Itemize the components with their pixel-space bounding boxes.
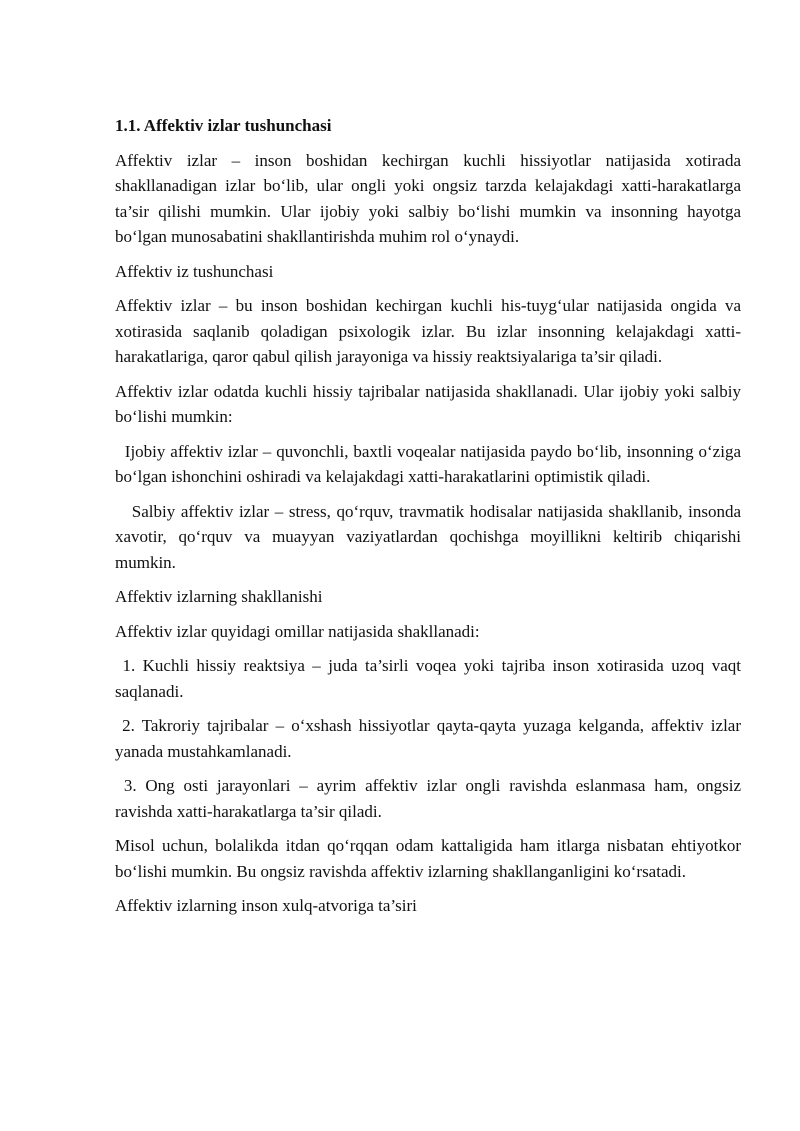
paragraph-example: Misol uchun, bolalikda itdan qo‘rqqan odam kattaligida ham itlarga nisbatan ehtiyotkor bo‘lishi mumkin. Bu ongsiz ravishda affektiv izlarning shakllanganligini ko‘rsatadi.	[115, 836, 741, 881]
document-body	[115, 113, 746, 928]
list-item-2: 2. Takroriy tajribalar – o‘xshash hissiyotlar qayta-qayta yuzaga kelganda, affektiv izlar yanada mustahkamlanadi.	[115, 716, 746, 761]
section-heading: 1.1. Affektiv izlar tushunchasi	[115, 116, 332, 135]
paragraph-definition: Affektiv izlar – inson boshidan kechirgan kuchli hissiyotlar natijasida xotirada shakllanadigan izlar bo‘lib, ular ongli yoki ongsiz tarzda kelajakdagi xatti-harakatlarga ta’sir qilishi mumkin. Ular ijobiy yoki salbiy bo‘lishi mumkin va insonning hayotga bo‘lgan munosabatini shakllantirishda muhim rol o‘ynaydi.	[115, 150, 741, 246]
paragraph-types-intro: Affektiv izlar odatda kuchli hissiy tajribalar natijasida shakllanadi. Ular ijobiy yoki salbiy bo‘lishi mumkin:	[115, 381, 741, 426]
paragraph-positive-traces: Ijobiy affektiv izlar – quvonchli, baxtli voqealar natijasida paydo bo‘lib, insonning o‘ziga bo‘lgan ishonchini oshiradi va kelajakdagi xatti-harakatlarini optimistik qiladi.	[115, 441, 746, 486]
subheading-formation: Affektiv izlarning shakllanishi	[115, 587, 323, 606]
paragraph-negative-traces: Salbiy affektiv izlar – stress, qo‘rquv, travmatik hodisalar natijasida shakllanib, insonda xavotir, qo‘rquv va muayyan vaziyatlardan qochishga moyillikni keltirib chiqarishi mumkin.	[115, 501, 746, 572]
subheading-influence: Affektiv izlarning inson xulq-atvoriga ta’siri	[115, 896, 417, 915]
subheading-concept: Affektiv iz tushunchasi	[115, 261, 274, 281]
list-item-1: 1. Kuchli hissiy reaktsiya – juda ta’sirli voqea yoki tajriba inson xotirasida uzoq vaqt saqlanadi.	[115, 656, 746, 701]
paragraph-concept: Affektiv izlar – bu inson boshidan kechirgan kuchli his-tuyg‘ular natijasida ongida va xotirasida saqlanib qoladigan psixologik izlar. Bu izlar insonning kelajakdagi xatti-harakatlariga, qaror qabul qilish jarayoniga va hissiy reaktsiyalariga ta’sir qiladi.	[115, 296, 741, 366]
list-item-3: 3. Ong osti jarayonlari – ayrim affektiv izlar ongli ravishda eslanmasa ham, ongsiz ravishda xatti-harakatlarga ta’sir qiladi.	[115, 776, 746, 821]
paragraph-formation-intro: Affektiv izlar quyidagi omillar natijasida shakllanadi:	[115, 621, 480, 641]
